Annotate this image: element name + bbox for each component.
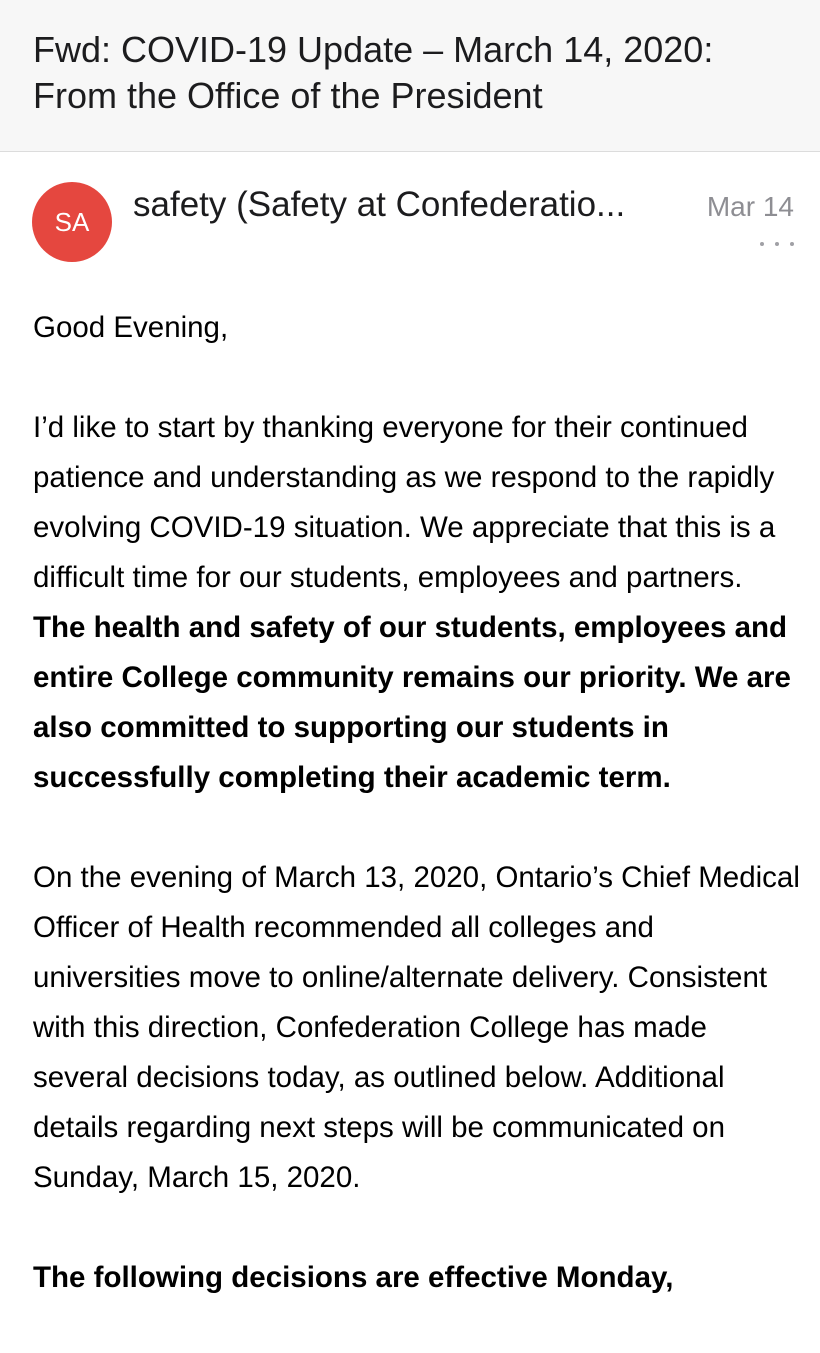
subject-header <box>0 0 820 152</box>
sender-name[interactable]: safety (Safety at Confederatio... <box>133 185 626 224</box>
ellipsis-dot <box>790 242 794 246</box>
sender-avatar[interactable]: SA <box>32 182 112 262</box>
sender-row[interactable] <box>0 153 820 283</box>
intro-paragraph <box>33 403 803 803</box>
decisions-heading-text: The following decisions are effective Monday, <box>33 1261 674 1294</box>
decisions-heading <box>33 1253 803 1303</box>
email-date: Mar 14 <box>706 191 794 222</box>
greeting-paragraph: Good Evening, <box>33 311 229 344</box>
intro-text: I’d like to start by thanking everyone for their continued patience and understanding as we respond to the rapidly evolving COVID-19 situation. We appreciate that this is a difficult time for our students, employees and partners. <box>33 411 776 594</box>
email-subject: Fwd: COVID-19 Update – March 14, 2020: From the Office of the President <box>33 29 714 116</box>
intro-bold-text: The health and safety of our students, employees and entire College community remains our priority. We are also committed to supporting our students in successfully completing their academic term. <box>33 611 791 794</box>
email-body <box>33 303 803 1353</box>
directive-paragraph: On the evening of March 13, 2020, Ontario’s Chief Medical Officer of Health recommended all colleges and universities move to online/alternate delivery. Consistent with this direction, Confederation College has made several decisions today, as outlined below. Additional details regarding next steps will be communicated on Sunday, March 15, 2020. <box>33 861 800 1194</box>
ellipsis-dot <box>760 242 764 246</box>
ellipsis-dot <box>775 242 779 246</box>
ellipsis-icon[interactable] <box>760 239 794 249</box>
